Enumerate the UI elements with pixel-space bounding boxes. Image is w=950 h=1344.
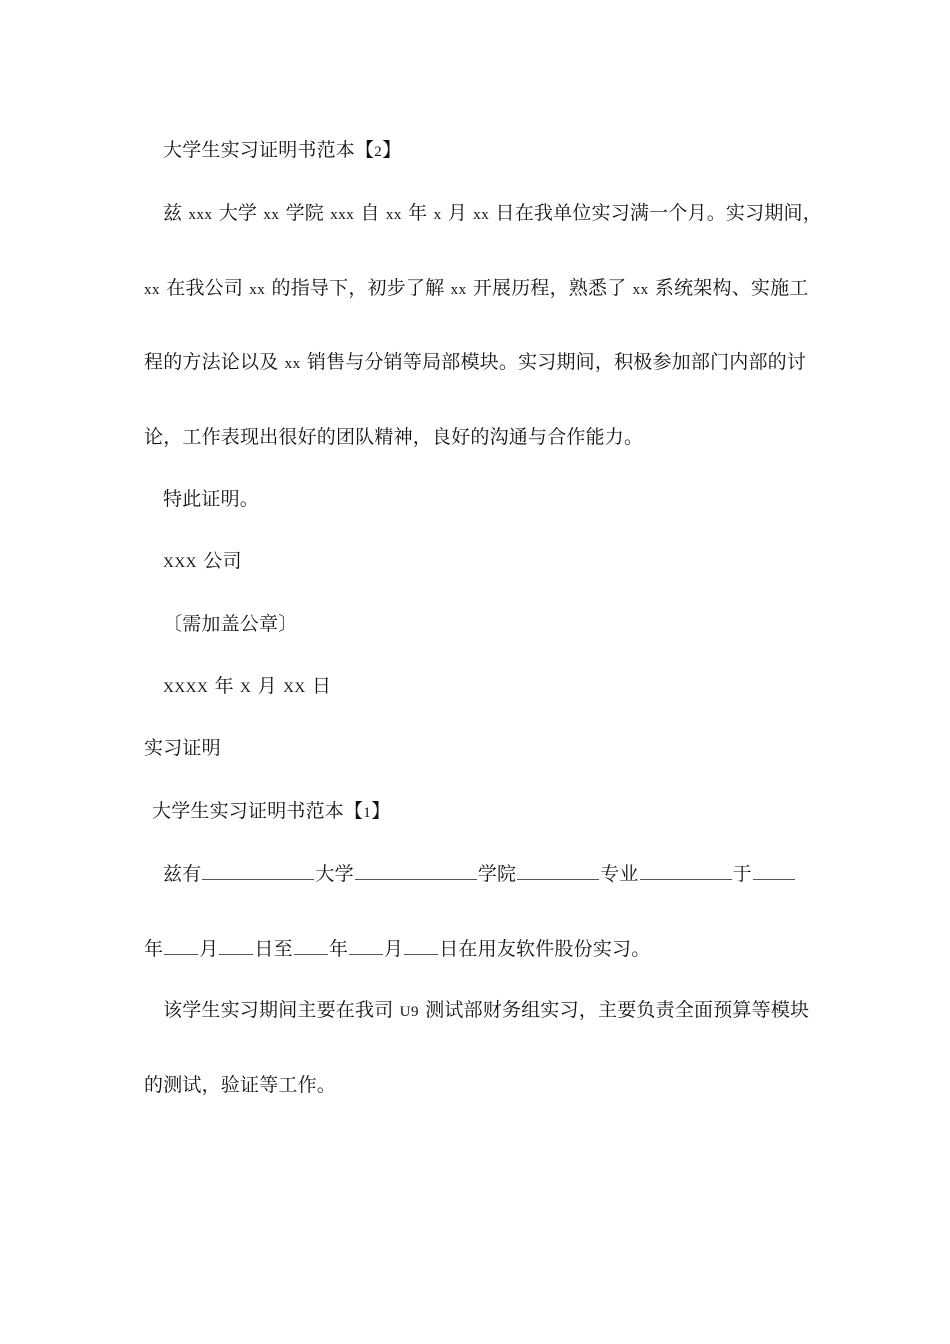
text-run: 系统架构、实施工 xyxy=(648,277,809,299)
blank-field xyxy=(164,936,198,955)
blank-field xyxy=(404,936,438,955)
section2-para-line2 xyxy=(144,276,809,302)
text-run: 开展历程，熟悉了 xyxy=(466,277,633,299)
blank-field xyxy=(355,861,477,880)
placeholder-run: xx xyxy=(473,207,490,223)
text-run: 日至 xyxy=(254,938,293,960)
text-run: 该学生实习期间主要在我司 xyxy=(163,999,400,1021)
blank-field xyxy=(517,861,599,880)
fill-in-line2 xyxy=(144,936,650,961)
placeholder-run: xx xyxy=(263,207,280,223)
text-run: 年 xyxy=(144,938,164,960)
company-name xyxy=(163,549,242,575)
placeholder-run: xxx xyxy=(330,207,355,223)
text-run: 日 xyxy=(305,675,332,697)
text-run: 测试部财务组实习，主要负责全面预算等模块 xyxy=(418,999,810,1021)
text-run: 月 xyxy=(441,202,474,224)
section2-title-bracket: 】 xyxy=(382,139,402,161)
blank-field xyxy=(349,936,383,955)
placeholder-run: XX xyxy=(283,680,306,696)
text-run: 日在用友软件股份实习。 xyxy=(439,938,651,960)
placeholder-run: XXX xyxy=(163,555,197,571)
placeholder-run: xx xyxy=(249,282,266,298)
blank-field xyxy=(219,936,253,955)
text-run: 销售与分销等局部模块。实习期间，积极参加部门内部的讨 xyxy=(300,351,807,373)
issue-date xyxy=(163,674,331,700)
page-heading: 实习证明 xyxy=(144,737,221,759)
text-run: 学院 xyxy=(477,863,517,885)
certification-statement: 特此证明。 xyxy=(163,488,260,510)
blank-field xyxy=(640,861,732,880)
section2-title-number: 2 xyxy=(374,144,383,160)
placeholder-run: xxx xyxy=(188,207,213,223)
blank-field xyxy=(294,936,328,955)
text-run: 的指导下，初步了解 xyxy=(265,277,451,299)
text-run: 自 xyxy=(354,202,386,224)
text-run: 日在我单位实习满一个月。实习期间， xyxy=(489,202,822,224)
text-run: 大学 xyxy=(212,202,264,224)
text-run: 程的方法论以及 xyxy=(144,351,285,373)
section2-para-line3 xyxy=(144,350,806,376)
placeholder-run: xx xyxy=(450,282,467,298)
fill-in-line1 xyxy=(163,861,796,886)
text-run: 公司 xyxy=(197,550,242,572)
section2-para-line4: 论，工作表现出很好的团队精神，良好的沟通与合作能力。 xyxy=(144,426,644,448)
text-run: 在我公司 xyxy=(160,277,250,299)
text-run: 年 xyxy=(328,938,349,960)
text-run: 大学 xyxy=(315,863,354,885)
text-run: 于 xyxy=(732,863,752,885)
placeholder-run: xx xyxy=(385,207,402,223)
text-run: 年 xyxy=(208,675,241,697)
placeholder-run: x xyxy=(433,207,442,223)
text-run: 兹 xyxy=(163,202,189,224)
section1-title-number: 1 xyxy=(363,805,372,821)
text-run: 兹有 xyxy=(163,863,202,885)
blank-field xyxy=(202,861,314,880)
section1-para-line2: 的测试，验证等工作。 xyxy=(144,1074,337,1096)
placeholder-run: U9 xyxy=(399,1004,419,1020)
placeholder-run: xx xyxy=(632,282,649,298)
section1-title-text: 大学生实习证明书范本【 xyxy=(152,800,364,822)
text-run: 年 xyxy=(401,202,434,224)
text-run: 月 xyxy=(199,938,219,960)
placeholder-run: xx xyxy=(284,356,301,372)
text-run: 月 xyxy=(251,675,284,697)
blank-field xyxy=(753,861,795,880)
section2-para-line1 xyxy=(163,201,822,227)
text-run: 学院 xyxy=(279,202,331,224)
section2-title-text: 大学生实习证明书范本【 xyxy=(163,139,375,161)
section1-title-bracket: 】 xyxy=(371,800,391,822)
section1-title xyxy=(152,799,390,825)
placeholder-run: XXXX xyxy=(163,680,209,696)
seal-note: 〔需加盖公章〕 xyxy=(163,613,298,635)
section1-para-line1 xyxy=(163,998,809,1024)
text-run: 月 xyxy=(384,938,404,960)
placeholder-run: xx xyxy=(144,282,160,298)
text-run: 专业 xyxy=(600,863,639,885)
placeholder-run: X xyxy=(240,680,252,696)
section2-title xyxy=(163,138,401,164)
